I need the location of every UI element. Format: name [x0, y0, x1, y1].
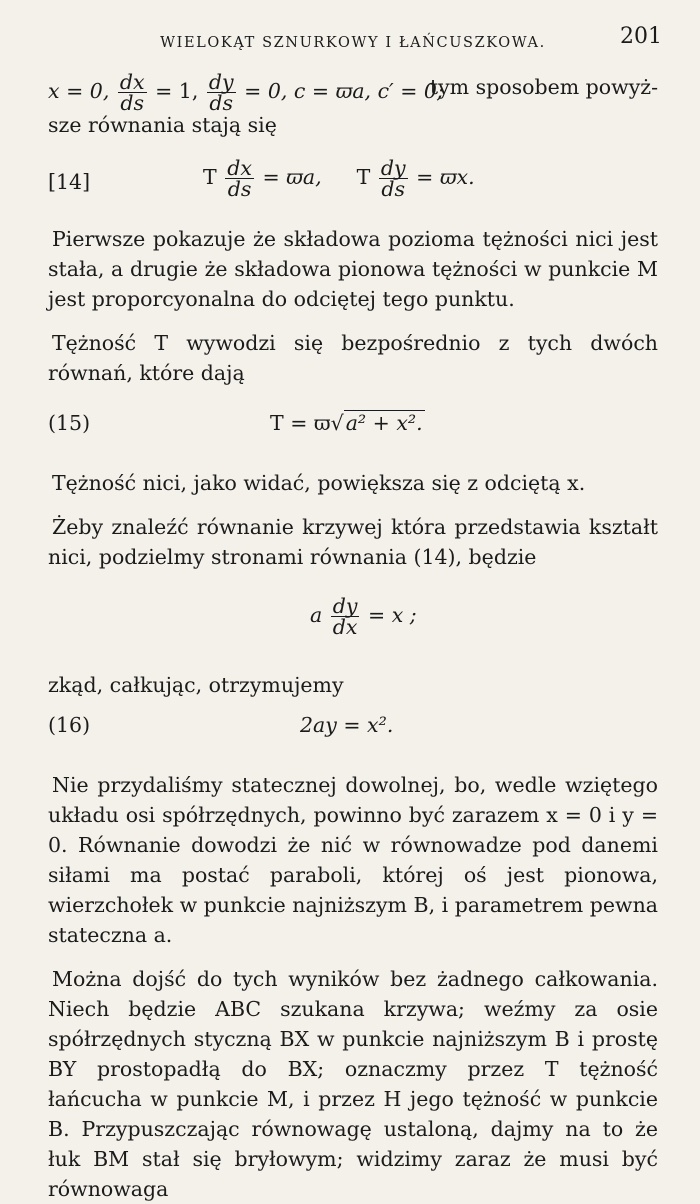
fraction-dx-ds — [225, 158, 254, 199]
equation-number: [14] — [48, 170, 91, 194]
line2-text: sze równania stają się — [48, 113, 277, 137]
inline-equations-line — [48, 64, 658, 115]
equation-dy-dx — [48, 586, 658, 648]
equation-number: (16) — [48, 713, 91, 737]
line1-text: tym sposobem powyż- — [429, 75, 658, 99]
fraction-dy-ds — [207, 72, 236, 113]
fraction-denominator: dx — [332, 615, 358, 639]
equation-body: 2ay = x². — [300, 713, 394, 737]
paragraph: zkąd, całkując, otrzymujemy — [48, 673, 344, 697]
fraction-denominator: ds — [120, 91, 145, 115]
fraction-numerator: dx — [227, 156, 252, 180]
fraction-numerator: dx — [119, 70, 145, 94]
equation-rhs: = x ; — [368, 603, 417, 627]
equation-16 — [48, 700, 658, 748]
equation-rhs: = ϖx. — [416, 165, 475, 189]
constant-a: a — [310, 603, 323, 627]
radicand: a² + x². — [345, 411, 423, 435]
fraction-denominator: ds — [381, 177, 406, 201]
paragraph: Żeby znaleźć równanie krzywej która przedstawia kształt nici, podzielmy stronami równania (14), będzie — [48, 515, 658, 569]
fraction-numerator: dy — [380, 156, 406, 180]
equation-rhs: = ϖa, — [262, 165, 322, 189]
paragraph: Nie przydaliśmy statecznej dowolnej, bo, wedle wziętego układu osi spółrzędnych, powinno być zarazem x = 0 i y = 0. Równanie dowodzi że nić w równowadze pod danemi siłami ma postać paraboli, której oś jest pionowa, wierzchołek w punkcie najniższym B, i parametrem pewna stateczna a. — [48, 773, 658, 947]
page-number: 201 — [620, 24, 662, 49]
fraction-dy-dx — [331, 596, 360, 637]
paragraph: Można dojść do tych wyników bez żadnego całkowania. Niech będzie ABC szukana krzywa; weźmy za osie spółrzędnych styczną BX w punkcie najniższym B i prostę BY prostopadłą do BX; oznaczmy przez T tężność łańcucha w punkcie M, i przez H jego tężność w punkcie B. Przypuszczając równowagę ustaloną, dajmy na to że łuk BM stał się bryłowym; widzimy zaraz że musi być równowaga — [48, 967, 658, 1201]
paragraph: Tężność T wywodzi się bezpośrednio z tych dwóch równań, które dają — [48, 331, 658, 385]
equation-14 — [48, 154, 658, 210]
fraction-denominator: ds — [209, 91, 234, 115]
fraction-dy-ds — [379, 158, 408, 199]
tension-symbol: T — [203, 165, 217, 189]
fraction-numerator: dy — [332, 594, 358, 618]
running-title: WIELOKĄT SZNURKOWY I ŁAŃCUSZKOWA. — [160, 35, 546, 51]
paragraph: Tężność nici, jako widać, powiększa się z odciętą x. — [52, 471, 586, 495]
equation-15 — [48, 402, 658, 446]
equation-number: (15) — [48, 411, 91, 435]
fraction-denominator: ds — [227, 177, 252, 201]
running-header — [48, 24, 662, 58]
fraction-dx-ds — [118, 72, 147, 113]
sqrt-sign: √ — [330, 411, 344, 435]
equation-lhs: T = ϖ — [270, 411, 331, 435]
eq-constants: = 0, c = ϖa, c′ = 0; — [244, 79, 444, 103]
eq-equals-one: = 1, — [155, 79, 199, 103]
tension-symbol: T — [356, 165, 371, 189]
fraction-numerator: dy — [208, 70, 234, 94]
eq-x-zero: x = 0, — [48, 79, 110, 103]
book-page — [48, 24, 662, 1204]
paragraph: Pierwsze pokazuje że składowa pozioma tężności nici jest stała, a drugie że składowa pionowa tężności w punkcie M jest proporcyonalna do odciętej tego punktu. — [48, 227, 658, 311]
